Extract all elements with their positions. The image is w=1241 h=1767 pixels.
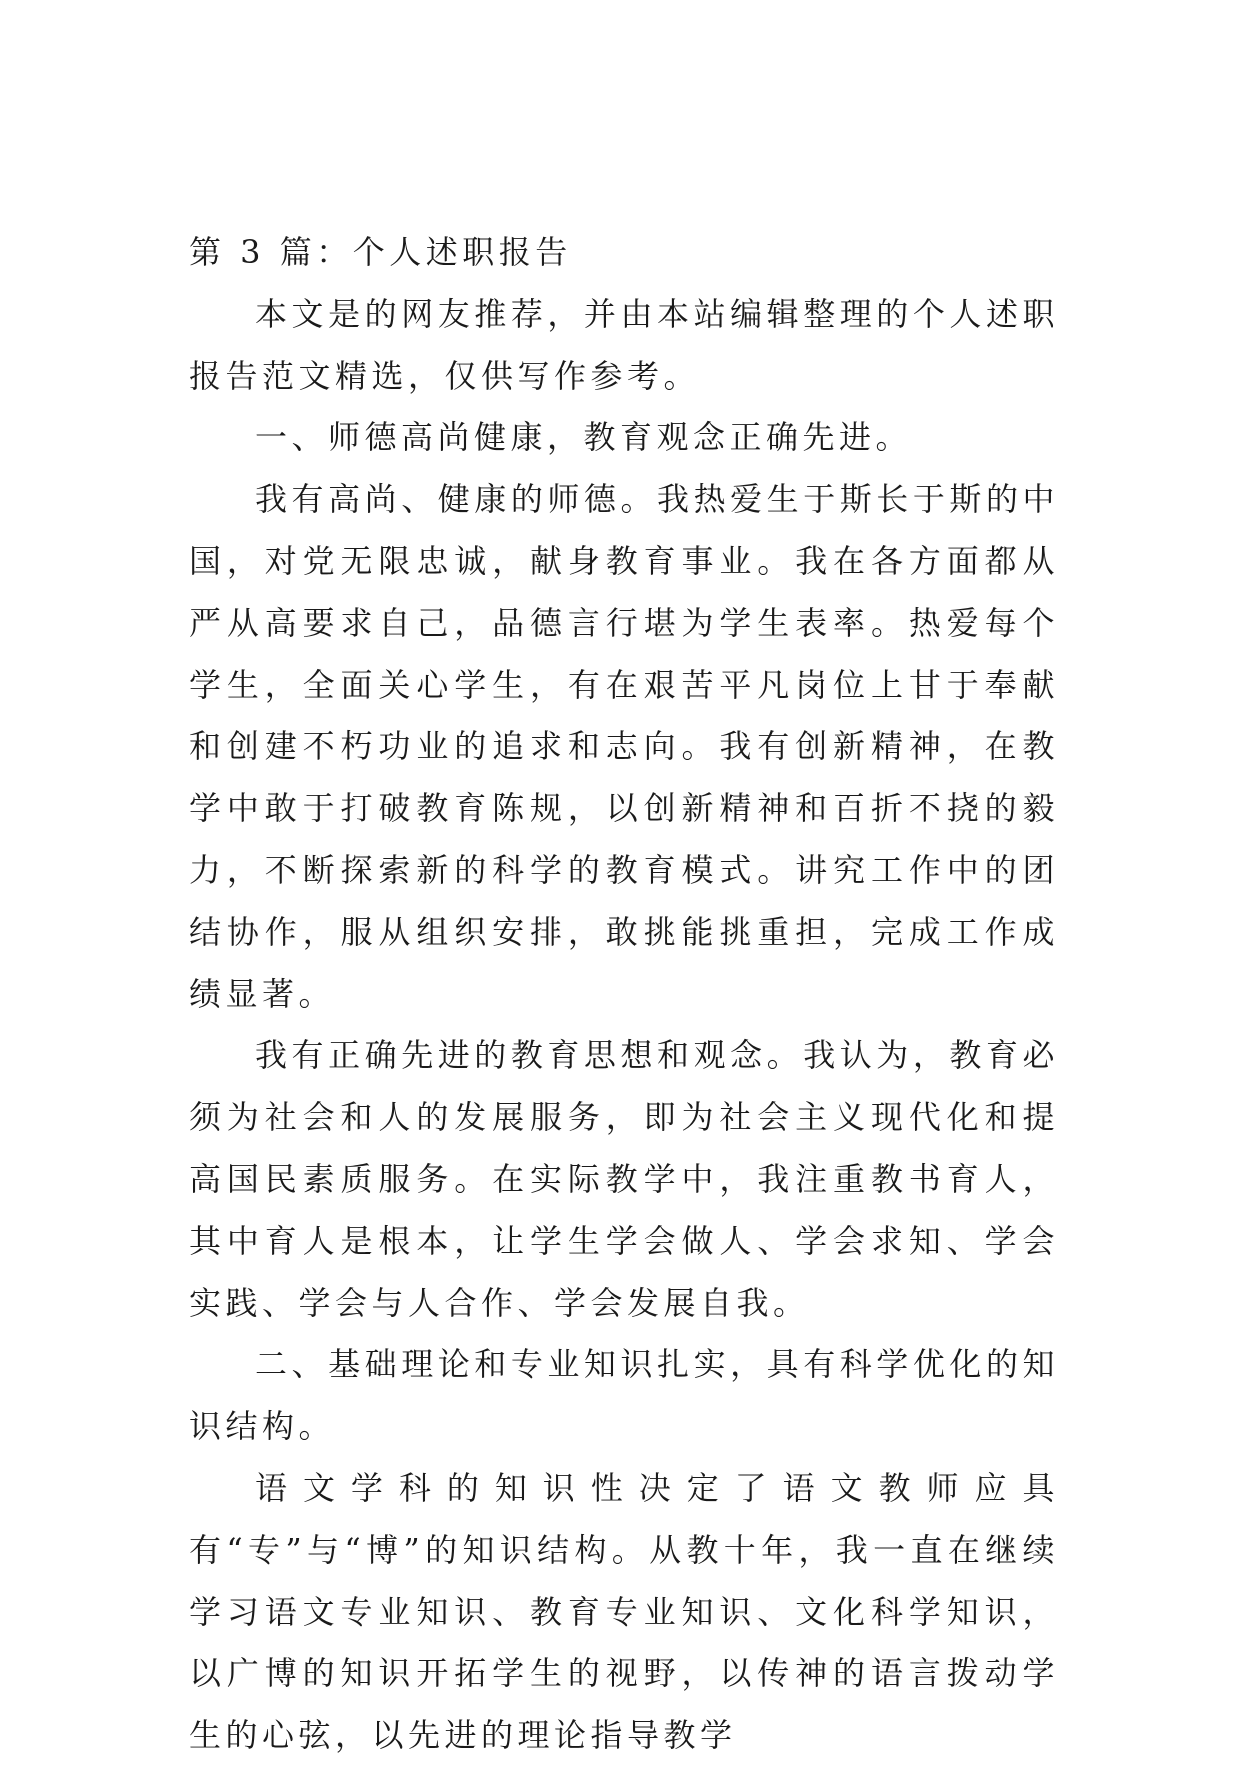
paragraph-education-ideas: 我有正确先进的教育思想和观念。我认为，教育必须为社会和人的发展服务，即为社会主义现代化和提高国民素质服务。在实际教学中，我注重教书育人，其中育人是根本，让学生学会做人、学会求知、学会实践、学会与人合作、学会发展自我。 — [189, 1036, 1059, 1322]
section-heading-1: 一、师德高尚健康，教育观念正确先进。 — [255, 418, 913, 457]
paragraph-intro: 本文是的网友推荐，并由本站编辑整理的个人述职报告范文精选，仅供写作参考。 — [189, 294, 1059, 395]
document-title: 第 3 篇：个人述职报告 — [189, 233, 572, 271]
paragraph-ethics: 我有高尚、健康的师德。我热爱生于斯长于斯的中国，对党无限忠诚，献身教育事业。我在各方面都从严从高要求自己，品德言行堪为学生表率。热爱每个学生，全面关心学生，有在艰苦平凡岗位上甘于奉献和创建不朽功业的追求和志向。我有创新精神，在教学中敢于打破教育陈规，以创新精神和百折不挠的毅力，不断探索新的科学的教育模式。讲究工作中的团结协作，服从组织安排，敢挑能挑重担，完成工作成绩显著。 — [189, 480, 1059, 1013]
document-body — [189, 222, 1059, 1767]
section-heading-2: 二、基础理论和专业知识扎实，具有科学优化的知识结构。 — [189, 1345, 1059, 1446]
paragraph-knowledge: 语文学科的知识性决定了语文教师应具有“专”与“博”的知识结构。从教十年，我一直在继续学习语文专业知识、教育专业知识、文化科学知识，以广博的知识开拓学生的视野，以传神的语言拨动学生的心弦，以先进的理论指导教学 — [189, 1468, 1059, 1755]
